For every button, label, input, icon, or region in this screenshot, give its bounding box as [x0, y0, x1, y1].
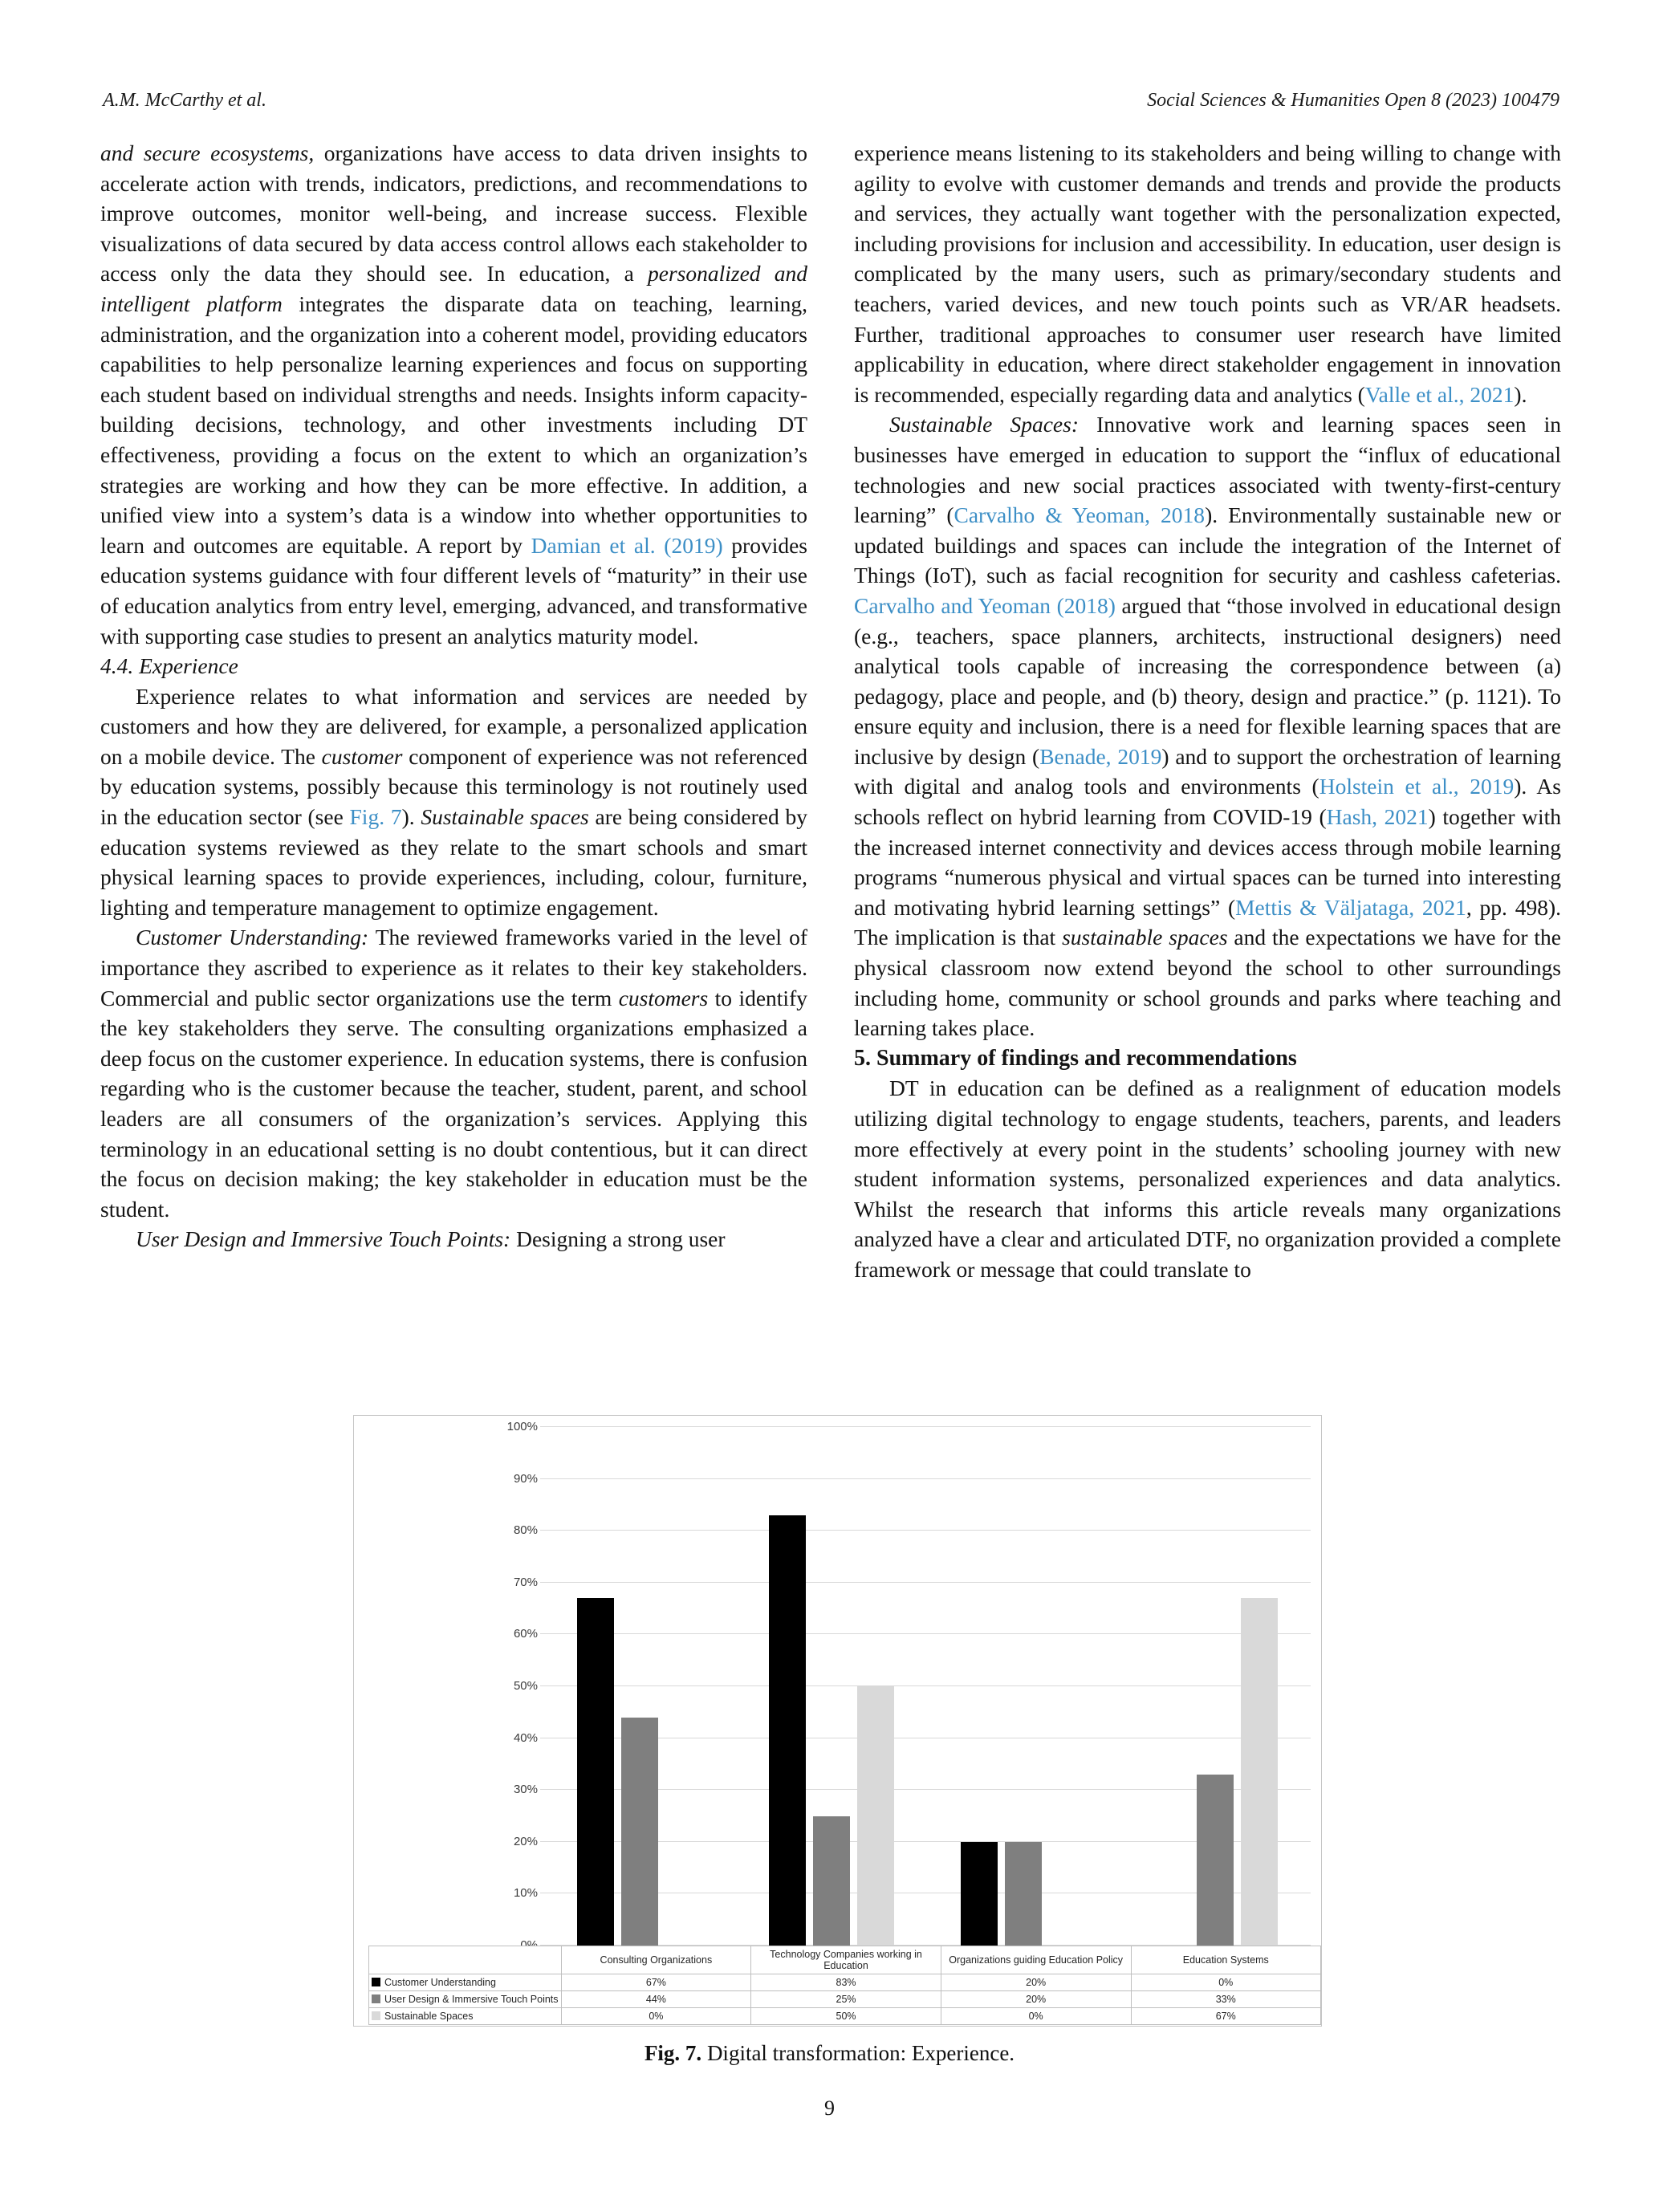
- bar-slot: [1237, 1427, 1281, 1946]
- figure-caption: [0, 2041, 1659, 2066]
- citation-link[interactable]: Carvalho & Yeoman, 2018: [954, 502, 1206, 528]
- figure-7-chart: [353, 1415, 1322, 2027]
- running-head-journal: Social Sciences & Humanities Open 8 (2023) 100479: [1147, 90, 1559, 111]
- bar: [577, 1598, 614, 1946]
- text-segment: and secure ecosystems,: [100, 140, 315, 165]
- category-header: Organizations guiding Education Policy: [941, 1946, 1131, 1974]
- bar-slot: [957, 1427, 1001, 1946]
- running-head-authors: A.M. McCarthy et al.: [103, 90, 266, 111]
- table-row: [369, 1991, 1321, 2008]
- y-axis-labels: [417, 1420, 538, 1946]
- y-tick-label: 90%: [513, 1471, 538, 1486]
- right-column: [854, 138, 1561, 1285]
- bar: [1005, 1842, 1042, 1946]
- value-cell: 67%: [1131, 2008, 1320, 2025]
- bar-slot: [1045, 1427, 1089, 1946]
- bar-slot: [1193, 1427, 1237, 1946]
- value-cell: 0%: [941, 2008, 1131, 2025]
- y-tick-label: 30%: [513, 1783, 538, 1797]
- bar-slot: [1001, 1427, 1045, 1946]
- bar-group: [544, 1427, 736, 1946]
- text-segment: ). As schools reflect on hybrid learning from COVID-19 (: [854, 774, 1561, 830]
- citation-link[interactable]: Valle et al., 2021: [1364, 381, 1515, 407]
- page-number: 9: [824, 2096, 835, 2120]
- bar-slot: [766, 1427, 810, 1946]
- bar-slot: [854, 1427, 898, 1946]
- y-tick-label: 50%: [513, 1679, 538, 1693]
- text-segment: The reviewed frameworks varied in the level of importance they ascribed to experience as it relates to their key stakeholders. Commercial and public sector organizations use the term: [100, 925, 807, 1010]
- category-header: Technology Companies working in Education: [751, 1946, 941, 1974]
- table-row: [369, 1974, 1321, 1991]
- text-segment: component of experience was not referenced by education systems, possibly because this terminology is not routinely used in the education sector (see: [100, 743, 807, 830]
- value-cell: 83%: [751, 1974, 941, 1991]
- section-heading-4-4: 4.4. Experience: [100, 653, 238, 679]
- text-segment: ).: [1514, 381, 1527, 407]
- value-cell: 20%: [941, 1991, 1131, 2008]
- text-segment: and the expectations we have for the physical classroom now extend beyond the school to other surroundings including home, community or school grounds and parks where teaching and learning takes place.: [854, 925, 1561, 1041]
- y-tick-label: 100%: [506, 1420, 538, 1433]
- category-header: Education Systems: [1131, 1946, 1320, 1974]
- legend-swatch-icon: [372, 1978, 380, 1986]
- bar: [621, 1718, 658, 1946]
- citation-link[interactable]: Carvalho and Yeoman (2018): [854, 592, 1116, 618]
- plot-bars: [544, 1427, 1311, 1946]
- bar: [857, 1686, 894, 1946]
- text-segment: Designing a strong user: [510, 1226, 726, 1252]
- text-segment: , pp. 498). The implication is that: [854, 894, 1562, 950]
- text-segment: DT in education can be defined as a realignment of education models utilizing digital technology to engage students, teachers, parents, and leaders more effectively at every point in the students’ schooling journey with new student information systems, personalized experiences and data analytics. Whilst the research that informs this article reveals many organizations analyzed have a clear and articulated DTF, no organization provided a complete framework or message that could translate to: [854, 1076, 1561, 1282]
- table-corner-cell: [369, 1946, 562, 1974]
- bar-slot: [574, 1427, 618, 1946]
- value-cell: 0%: [561, 2008, 751, 2025]
- text-segment: ).: [401, 804, 421, 830]
- citation-link[interactable]: Benade, 2019: [1039, 743, 1162, 769]
- value-cell: 44%: [561, 1991, 751, 2008]
- paragraph: [100, 681, 807, 923]
- legend-label-cell: Sustainable Spaces: [369, 2008, 562, 2025]
- text-segment: to identify the key stakeholders they serve. The consulting organizations emphasized a deep focus on the customer experience. In education systems, there is confusion regarding who is the customer because the teacher, student, parent, and school leaders are all consumers of the organization’s services. Applying this terminology in an educational setting is no doubt contentious, but it can direct the focus on decision making; the key stakeholder in education must be the student.: [100, 985, 807, 1222]
- table-row: [369, 2008, 1321, 2025]
- bar: [769, 1515, 806, 1946]
- citation-link[interactable]: Hash, 2021: [1326, 804, 1429, 830]
- figure-caption-label: Fig. 7.: [644, 2041, 702, 2065]
- paragraph: [854, 409, 1561, 1043]
- text-segment: are being considered by education systems reviewed as they relate to the smart schools and smart physical learning spaces to provide experiences, including, colour, furniture, lighting and temperature management to optimize engagement.: [100, 804, 807, 920]
- text-segment: User Design and Immersive Touch Points:: [136, 1226, 511, 1252]
- citation-link[interactable]: Holstein et al., 2019: [1319, 774, 1515, 799]
- text-segment: customers: [618, 985, 709, 1010]
- text-segment: integrates the disparate data on teaching, learning, administration, and the organization into a coherent model, providing educators capabilities to help personalize learning experiences and focus on supporting each student based on individual strengths and needs. Insights inform capacity-building decisions, technology, and other investments including DT effectiveness, providing a focus on the extent to which an organization’s strategies are working and how they can be more effective. In addition, a unified view into a system’s data is a window into whether opportunities to learn and outcomes are equitable. A report by: [100, 291, 807, 558]
- citation-link[interactable]: Mettis & Väljataga, 2021: [1235, 894, 1466, 920]
- value-cell: 67%: [561, 1974, 751, 1991]
- text-segment: ). Environmentally sustainable new or updated buildings and spaces can include the integration of the Internet of Things (IoT), such as facial recognition for security and cashless cafeterias.: [854, 502, 1561, 588]
- category-header: Consulting Organizations: [561, 1946, 751, 1974]
- text-segment: Innovative work and learning spaces seen in businesses have emerged in education to support the “influx of educational technologies and new social practices associated with twenty-first-century learning” (: [854, 412, 1561, 528]
- text-segment: ) and to support the orchestration of learning with digital and analog tools and environments (: [854, 743, 1561, 799]
- text-segment: personalized and intelligent platform: [100, 261, 807, 316]
- bar-group: [928, 1427, 1120, 1946]
- y-tick-label: 10%: [513, 1886, 538, 1901]
- text-segment: Customer Understanding:: [136, 925, 369, 950]
- text-segment: argued that “those involved in educational design (e.g., teachers, space planners, architects, instructional designers) need analytical tools capable of increasing the correspondence between (a) pedagogy, place and people, and (b) theory, design and practice.” (p. 1121). To ensure equity and inclusion, there is a need for flexible learning spaces that are inclusive by design (: [854, 592, 1561, 769]
- y-tick-label: 70%: [513, 1575, 538, 1589]
- text-segment: provides education systems guidance with four different levels of “maturity” in their use of education analytics from entry level, emerging, advanced, and transformative with supporting case studies to present an analytics maturity model.: [100, 532, 807, 649]
- chart-data-table: [368, 1946, 1321, 2025]
- bar-group: [736, 1427, 928, 1946]
- text-segment: organizations have access to data driven insights to accelerate action with trends, indicators, predictions, and recommendations to improve outcomes, monitor well-being, and increase success. Flexible visualizations of data secured by data access control allows each stakeholder to access only the data they should see. In education, a: [100, 140, 807, 287]
- bar: [1197, 1775, 1234, 1946]
- bar-group: [1119, 1427, 1311, 1946]
- two-column-body: [100, 138, 1561, 1285]
- bar-slot: [662, 1427, 706, 1946]
- bar-slot: [1149, 1427, 1193, 1946]
- value-cell: 50%: [751, 2008, 941, 2025]
- bar: [1241, 1598, 1278, 1946]
- paragraph: [100, 1224, 807, 1254]
- text-segment: sustainable spaces: [1062, 925, 1228, 950]
- y-tick-label: 60%: [513, 1627, 538, 1641]
- bar-slot: [618, 1427, 662, 1946]
- y-tick-label: 40%: [513, 1730, 538, 1745]
- legend-swatch-icon: [372, 2011, 380, 2020]
- text-segment: Sustainable Spaces:: [889, 412, 1079, 437]
- text-segment: Experience relates to what information and services are needed by customers and how they are delivered, for example, a personalized application on a mobile device. The: [100, 683, 807, 769]
- value-cell: 20%: [941, 1974, 1131, 1991]
- y-tick-label: 20%: [513, 1834, 538, 1848]
- section-heading-5: 5. Summary of findings and recommendations: [854, 1045, 1297, 1071]
- value-cell: 0%: [1131, 1974, 1320, 1991]
- text-segment: ) together with the increased internet connectivity and devices access through mobile learning programs “numerous physical and virtual spaces can be turned into interesting and motivating hybrid learning settings” (: [854, 804, 1561, 920]
- citation-link[interactable]: Fig. 7: [349, 804, 402, 830]
- value-cell: 25%: [751, 1991, 941, 2008]
- citation-link[interactable]: Damian et al. (2019): [531, 532, 723, 558]
- paragraph: [100, 922, 807, 1224]
- legend-label-cell: User Design & Immersive Touch Points: [369, 1991, 562, 2008]
- left-column: [100, 138, 807, 1285]
- value-cell: 33%: [1131, 1991, 1320, 2008]
- bar: [961, 1842, 998, 1946]
- table-header-row: [369, 1946, 1321, 1974]
- text-segment: Sustainable spaces: [421, 804, 589, 830]
- text-segment: customer: [321, 743, 403, 769]
- bar-slot: [810, 1427, 854, 1946]
- plot-area: [544, 1427, 1311, 1946]
- legend-label-cell: Customer Understanding: [369, 1974, 562, 1991]
- paragraph: [100, 138, 807, 651]
- bar: [813, 1816, 850, 1946]
- y-tick-label: 80%: [513, 1523, 538, 1538]
- paragraph: [854, 1073, 1561, 1284]
- text-segment: experience means listening to its stakeholders and being willing to change with agility to evolve with customer demands and trends and provide the products and services, they actually want together with the personalization expected, including provisions for inclusion and accessibility. In education, user design is complicated by the many users, such as primary/secondary students and teachers, varied devices, and new touch points such as VR/AR headsets. Further, traditional approaches to consumer user research have limited applicability in education, where direct stakeholder engagement in innovation is recommended, especially regarding data and analytics (: [854, 140, 1561, 407]
- legend-swatch-icon: [372, 1994, 380, 2003]
- paragraph: [854, 138, 1561, 409]
- figure-caption-text: Digital transformation: Experience.: [701, 2041, 1015, 2065]
- page-header: [103, 90, 1559, 112]
